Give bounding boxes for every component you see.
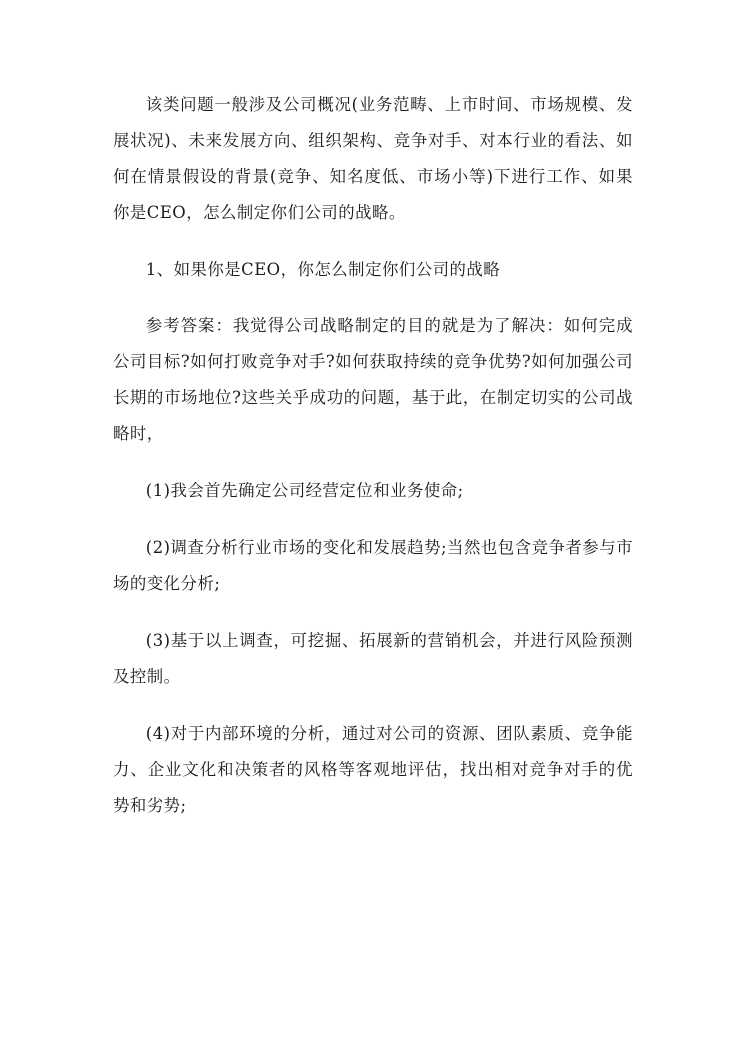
question-heading: 1、如果你是CEO，你怎么制定你们公司的战略: [145, 260, 501, 279]
reference-answer-paragraph: 参考答案：我觉得公司战略制定的目的就是为了解决：如何完成公司目标?如何打败竞争对手?如何获取持续的竞争优势?如何加强公司长期的市场地位?这些关乎成功的问题，基于此，在制定切实的公司战略时，: [113, 316, 633, 443]
answer-point-4: (4)对于内部环境的分析，通过对公司的资源、团队素质、竞争能力、企业文化和决策者的风格等客观地评估，找出相对竞争对手的优势和劣势;: [113, 724, 633, 815]
document-body: [113, 87, 633, 845]
answer-point-2: (2)调查分析行业市场的变化和发展趋势;当然也包含竞争者参与市场的变化分析;: [113, 538, 633, 593]
intro-paragraph: 该类问题一般涉及公司概况(业务范畴、上市时间、市场规模、发展状况)、未来发展方向、组织架构、竞争对手、对本行业的看法、如何在情景假设的背景(竞争、知名度低、市场小等)下进行工作、如果你是CEO，怎么制定你们公司的战略。: [113, 95, 633, 222]
answer-point-1: (1)我会首先确定公司经营定位和业务使命;: [145, 481, 464, 500]
answer-point-3: (3)基于以上调查，可挖掘、拓展新的营销机会，并进行风险预测及控制。: [113, 631, 633, 686]
